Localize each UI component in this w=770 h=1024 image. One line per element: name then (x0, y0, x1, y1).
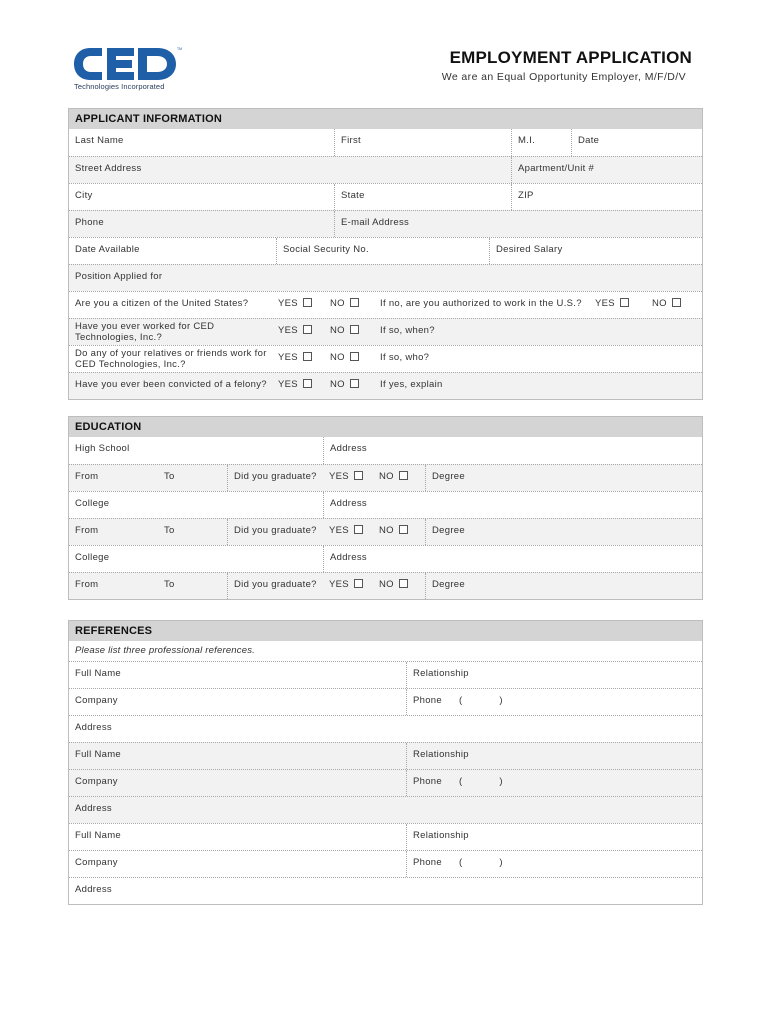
address-field[interactable]: Address (75, 722, 112, 733)
ssn-field[interactable]: Social Security No. (276, 238, 489, 264)
zip-field[interactable]: ZIP (511, 184, 704, 210)
phone-label: Phone (413, 695, 442, 706)
checkbox[interactable] (399, 579, 408, 588)
logo-subtext: Technologies Incorporated (74, 82, 165, 91)
relatives-question: Do any of your relatives or friends work for CED Technologies, Inc.? (75, 348, 267, 370)
address-row (69, 156, 702, 183)
checkbox[interactable] (620, 298, 629, 307)
authorized-yes-option[interactable] (589, 292, 644, 318)
address-field[interactable]: Address (75, 803, 112, 814)
reference-3-address-row (69, 877, 702, 904)
relatives-row (69, 345, 702, 372)
relationship-field[interactable]: Relationship (406, 743, 704, 769)
no-label: NO (330, 325, 345, 336)
city-field[interactable]: City (75, 190, 93, 201)
checkbox[interactable] (354, 471, 363, 480)
relationship-field[interactable]: Relationship (406, 824, 704, 850)
degree-field[interactable]: Degree (425, 465, 704, 491)
degree-field[interactable]: Degree (425, 573, 704, 599)
checkbox[interactable] (303, 298, 312, 307)
company-field[interactable]: Company (75, 695, 118, 706)
area-code-open: ( (458, 776, 463, 787)
section-heading: APPLICANT INFORMATION (69, 109, 702, 129)
phone-field[interactable]: Phone (75, 217, 104, 228)
graduate-yes-option[interactable] (323, 573, 373, 599)
middle-initial-field[interactable]: M.I. (511, 129, 571, 156)
checkbox[interactable] (354, 579, 363, 588)
high-school-dates-row (69, 464, 702, 491)
state-field[interactable]: State (334, 184, 511, 210)
from-field[interactable]: From (75, 579, 99, 590)
reference-3-name-row (69, 823, 702, 850)
relatives-yes-option[interactable] (272, 346, 324, 372)
reference-2-company-row (69, 769, 702, 796)
degree-field[interactable]: Degree (425, 519, 704, 545)
graduate-yes-option[interactable] (323, 465, 373, 491)
yes-label: YES (595, 298, 615, 309)
felony-explain-field[interactable]: If yes, explain (380, 379, 443, 390)
reference-2-address-row (69, 796, 702, 823)
graduate-question: Did you graduate? (227, 573, 323, 599)
area-code-close: ) (499, 695, 503, 706)
phone-label: Phone (413, 776, 442, 787)
citizen-row (69, 291, 702, 318)
checkbox[interactable] (350, 352, 359, 361)
position-row (69, 264, 702, 291)
graduate-no-option[interactable] (373, 465, 425, 491)
high-school-field[interactable]: High School (75, 443, 130, 454)
phone-label: Phone (413, 857, 442, 868)
no-label: NO (330, 298, 345, 309)
yes-label: YES (329, 525, 349, 536)
citizen-yes-option[interactable] (272, 292, 324, 318)
to-field[interactable]: To (164, 471, 175, 482)
graduate-no-option[interactable] (373, 519, 425, 545)
phone-field[interactable] (406, 689, 704, 715)
checkbox[interactable] (399, 525, 408, 534)
felony-question: Have you ever been convicted of a felony? (75, 379, 267, 390)
reference-2-name-row (69, 742, 702, 769)
city-row (69, 183, 702, 210)
citizen-no-option[interactable] (324, 292, 374, 318)
checkbox[interactable] (303, 325, 312, 334)
section-heading: EDUCATION (69, 417, 702, 437)
area-code-close: ) (499, 776, 503, 787)
checkbox[interactable] (350, 379, 359, 388)
reference-1-company-row (69, 688, 702, 715)
graduate-no-option[interactable] (373, 573, 425, 599)
worked-row (69, 318, 702, 345)
references-note: Please list three professional references. (75, 645, 256, 656)
to-field[interactable]: To (164, 579, 175, 590)
area-code-close: ) (499, 857, 503, 868)
last-name-field[interactable]: Last Name (75, 135, 124, 146)
college-address-field[interactable]: Address (323, 546, 704, 572)
date-available-field[interactable]: Date Available (75, 244, 140, 255)
yes-label: YES (278, 325, 298, 336)
no-label: NO (379, 525, 394, 536)
checkbox[interactable] (350, 298, 359, 307)
references-section (68, 620, 703, 905)
college-address-field[interactable]: Address (323, 492, 704, 518)
felony-yes-option[interactable] (272, 373, 324, 399)
phone-field[interactable] (406, 770, 704, 796)
relatives-who-field[interactable]: If so, who? (380, 352, 430, 363)
svg-text:TM: TM (177, 47, 182, 51)
worked-question: Have you ever worked for CED Technologies, Inc.? (75, 321, 215, 343)
desired-salary-field[interactable]: Desired Salary (489, 238, 704, 264)
checkbox[interactable] (354, 525, 363, 534)
to-field[interactable]: To (164, 525, 175, 536)
graduate-yes-option[interactable] (323, 519, 373, 545)
first-name-field[interactable]: First (334, 129, 511, 156)
no-label: NO (379, 579, 394, 590)
apartment-field[interactable]: Apartment/Unit # (511, 157, 704, 183)
no-label: NO (652, 298, 667, 309)
relatives-no-option[interactable] (324, 346, 374, 372)
from-field[interactable]: From (75, 471, 99, 482)
address-field[interactable]: Address (75, 884, 112, 895)
yes-label: YES (329, 579, 349, 590)
reference-3-company-row (69, 850, 702, 877)
full-name-field[interactable]: Full Name (75, 668, 121, 679)
college-dates-row (69, 518, 702, 545)
name-row (69, 129, 702, 156)
felony-row (69, 372, 702, 399)
area-code-open: ( (458, 695, 463, 706)
high-school-row (69, 437, 702, 464)
position-field[interactable]: Position Applied for (75, 271, 163, 282)
contact-row (69, 210, 702, 237)
checkbox[interactable] (672, 298, 681, 307)
education-section (68, 416, 703, 600)
college-2-row (69, 545, 702, 572)
graduate-question: Did you graduate? (227, 519, 323, 545)
authorized-no-option[interactable] (646, 292, 702, 318)
checkbox[interactable] (399, 471, 408, 480)
company-field[interactable]: Company (75, 776, 118, 787)
no-label: NO (330, 379, 345, 390)
full-name-field[interactable]: Full Name (75, 749, 121, 760)
checkbox[interactable] (350, 325, 359, 334)
graduate-question: Did you graduate? (227, 465, 323, 491)
phone-field[interactable] (406, 851, 704, 877)
page-header (68, 40, 702, 100)
high-school-address-field[interactable]: Address (323, 437, 704, 464)
no-label: NO (379, 471, 394, 482)
date-field[interactable]: Date (571, 129, 704, 156)
no-label: NO (330, 352, 345, 363)
full-name-field[interactable]: Full Name (75, 830, 121, 841)
relationship-field[interactable]: Relationship (406, 662, 704, 688)
worked-no-option[interactable] (324, 319, 374, 345)
page-title: EMPLOYMENT APPLICATION (449, 48, 692, 67)
college-2-dates-row (69, 572, 702, 599)
email-field[interactable]: E-mail Address (334, 211, 704, 237)
checkbox[interactable] (303, 379, 312, 388)
worked-when-field[interactable]: If so, when? (380, 325, 435, 336)
worked-yes-option[interactable] (272, 319, 324, 345)
citizen-question: Are you a citizen of the United States? (75, 298, 249, 309)
yes-label: YES (278, 352, 298, 363)
yes-label: YES (278, 298, 298, 309)
checkbox[interactable] (303, 352, 312, 361)
college-field[interactable]: College (75, 498, 110, 509)
college-field[interactable]: College (75, 552, 110, 563)
applicant-information-section (68, 108, 703, 400)
area-code-open: ( (458, 857, 463, 868)
authorized-question: If no, are you authorized to work in the U.S.? (380, 298, 582, 309)
college-row (69, 491, 702, 518)
felony-no-option[interactable] (324, 373, 374, 399)
company-field[interactable]: Company (75, 857, 118, 868)
street-address-field[interactable]: Street Address (75, 163, 142, 174)
section-heading: REFERENCES (69, 621, 702, 641)
yes-label: YES (278, 379, 298, 390)
yes-label: YES (329, 471, 349, 482)
reference-1-name-row (69, 661, 702, 688)
reference-1-address-row (69, 715, 702, 742)
page-subtitle: We are an Equal Opportunity Employer, M/F/D/V (441, 71, 686, 83)
availability-row (69, 237, 702, 264)
from-field[interactable]: From (75, 525, 99, 536)
